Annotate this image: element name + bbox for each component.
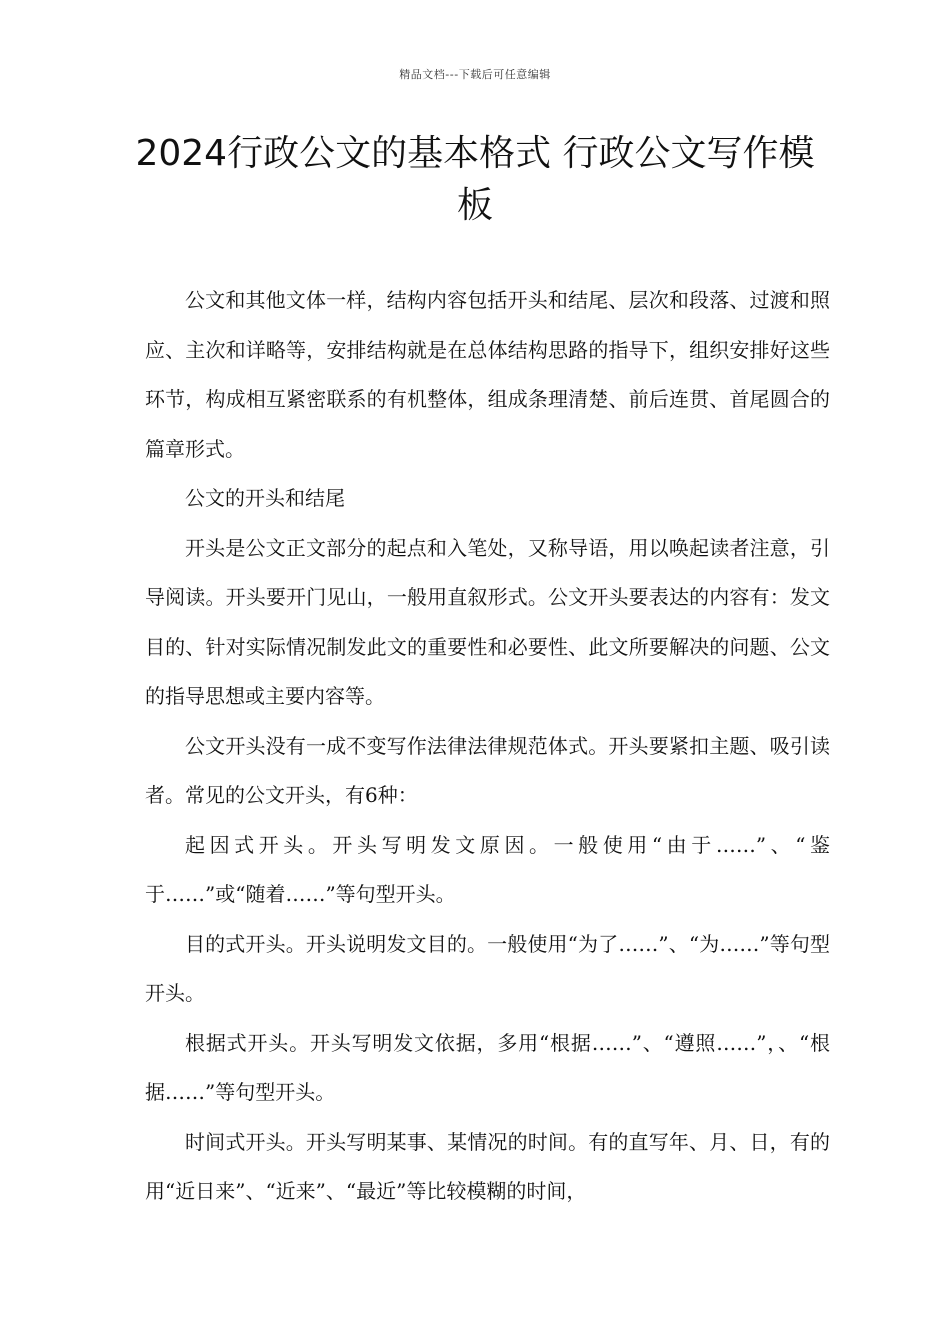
paragraph-intro: 公文和其他文体一样，结构内容包括开头和结尾、层次和段落、过渡和照应、主次和详略等，安排结构就是在总体结构思路的指导下，组织安排好这些环节，构成相互紧密联系的有机整体，组成条理清楚、前后连贯、首尾圆合的篇章形式。 (145, 288, 830, 461)
paragraph-opening-types: 公文开头没有一成不变写作法律法律规范体式。开头要紧扣主题、吸引读者。常见的公文开头，有6种： (145, 733, 830, 807)
document-body (145, 276, 830, 1217)
paragraph-purpose-opening: 目的式开头。开头说明发文目的。一般使用“为了……”、“为……”等句型开头。 (145, 931, 830, 1005)
paragraph-opening-definition: 开头是公文正文部分的起点和入笔处，又称导语，用以唤起读者注意，引导阅读。开头要开门见山，一般用直叙形式。公文开头要表达的内容有：发文目的、针对实际情况制发此文的重要性和必要性、此文所要解决的问题、公文的指导思想或主要内容等。 (145, 535, 830, 708)
page-header: 精品文档---下载后可任意编辑 (399, 68, 551, 81)
section-heading: 公文的开头和结尾 (185, 486, 345, 510)
paragraph-cause-opening: 起因式开头。开头写明发文原因。一般使用“由于……”、“鉴于……”或“随着……”等句型开头。 (145, 832, 830, 906)
document-title: 2024行政公文的基本格式 行政公文写作模板 (135, 133, 815, 226)
paragraph-basis-opening: 根据式开头。开头写明发文依据，多用“根据……”、“遵照……”，、“根据……”等句型开头。 (145, 1030, 830, 1104)
paragraph-time-opening: 时间式开头。开头写明某事、某情况的时间。有的直写年、月、日，有的用“近日来”、“近来”、“最近”等比较模糊的时间， (145, 1129, 830, 1203)
